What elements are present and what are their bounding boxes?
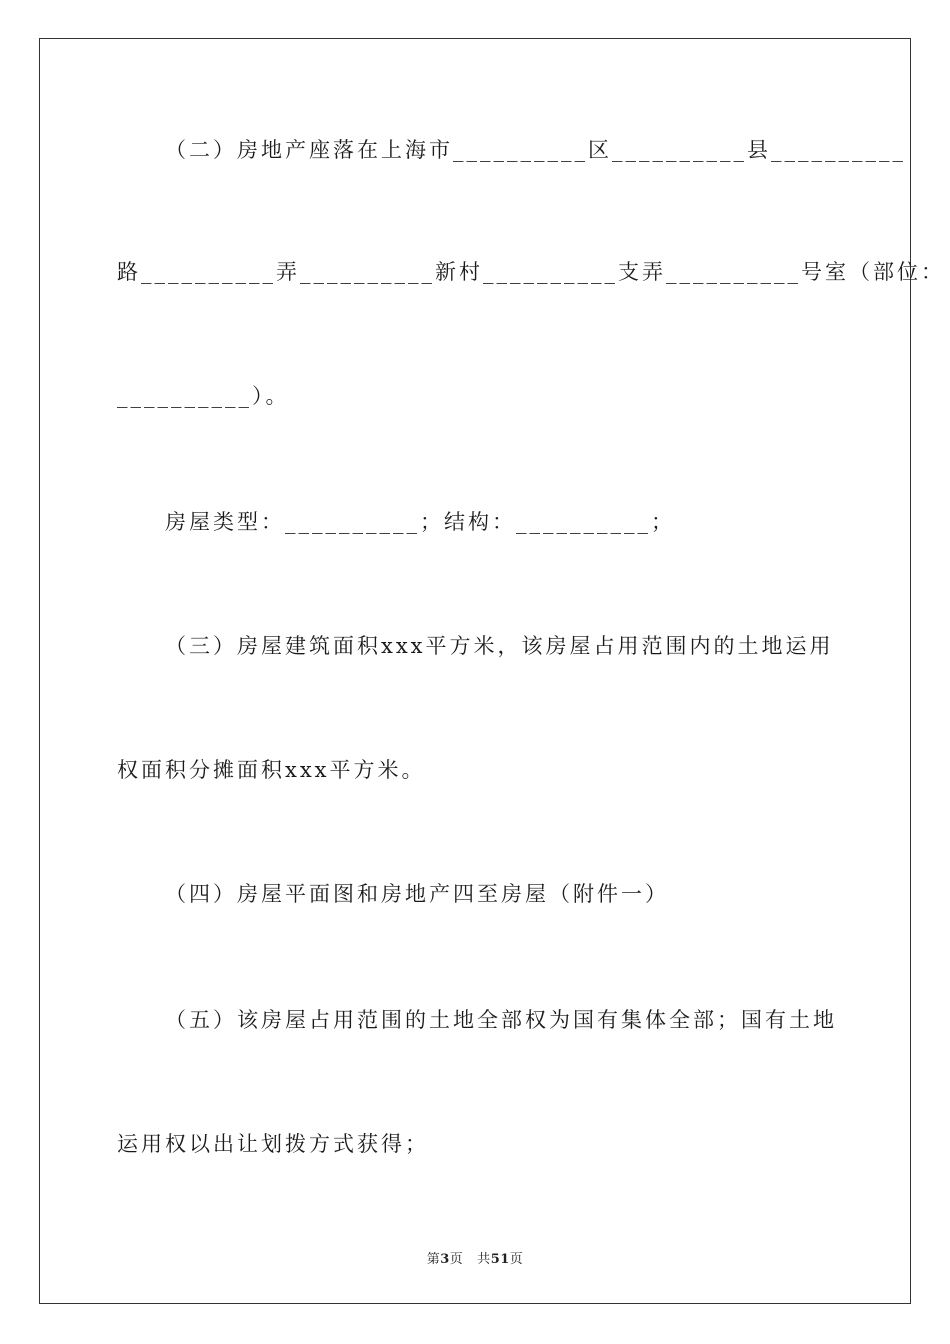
footer-page-prefix: 第 <box>426 1252 441 1267</box>
paragraph-5-line-1: （五）该房屋占用范围的土地全部权为国有集体全部；国有土地 <box>165 1008 837 1032</box>
page-footer <box>0 1248 950 1267</box>
paragraph-3-line-1: （三）房屋建筑面积xxx平方米，该房屋占用范围内的土地运用 <box>165 634 834 658</box>
footer-total-pages: 51 <box>490 1252 510 1267</box>
footer-page-number: 3 <box>440 1252 450 1267</box>
footer-page-suffix: 页 <box>449 1252 464 1267</box>
paragraph-2-line-3: __________）。 <box>117 384 290 408</box>
paragraph-3-line-2: 权面积分摊面积xxx平方米。 <box>117 758 426 782</box>
paragraph-2-line-1: （二）房地产座落在上海市__________区__________县__________ <box>165 138 906 162</box>
house-type-structure-line: 房屋类型：__________；结构：__________； <box>165 510 675 534</box>
footer-total-suffix: 页 <box>509 1252 524 1267</box>
paragraph-5-line-2: 运用权以出让划拨方式获得； <box>117 1132 429 1156</box>
page-frame <box>39 38 945 1304</box>
paragraph-2-line-2: 路__________弄__________新村__________支弄__________号室（部位： <box>117 260 945 284</box>
footer-total-prefix: 共 <box>477 1252 491 1267</box>
paragraph-4-line-1: （四）房屋平面图和房地产四至房屋（附件一） <box>165 882 669 906</box>
